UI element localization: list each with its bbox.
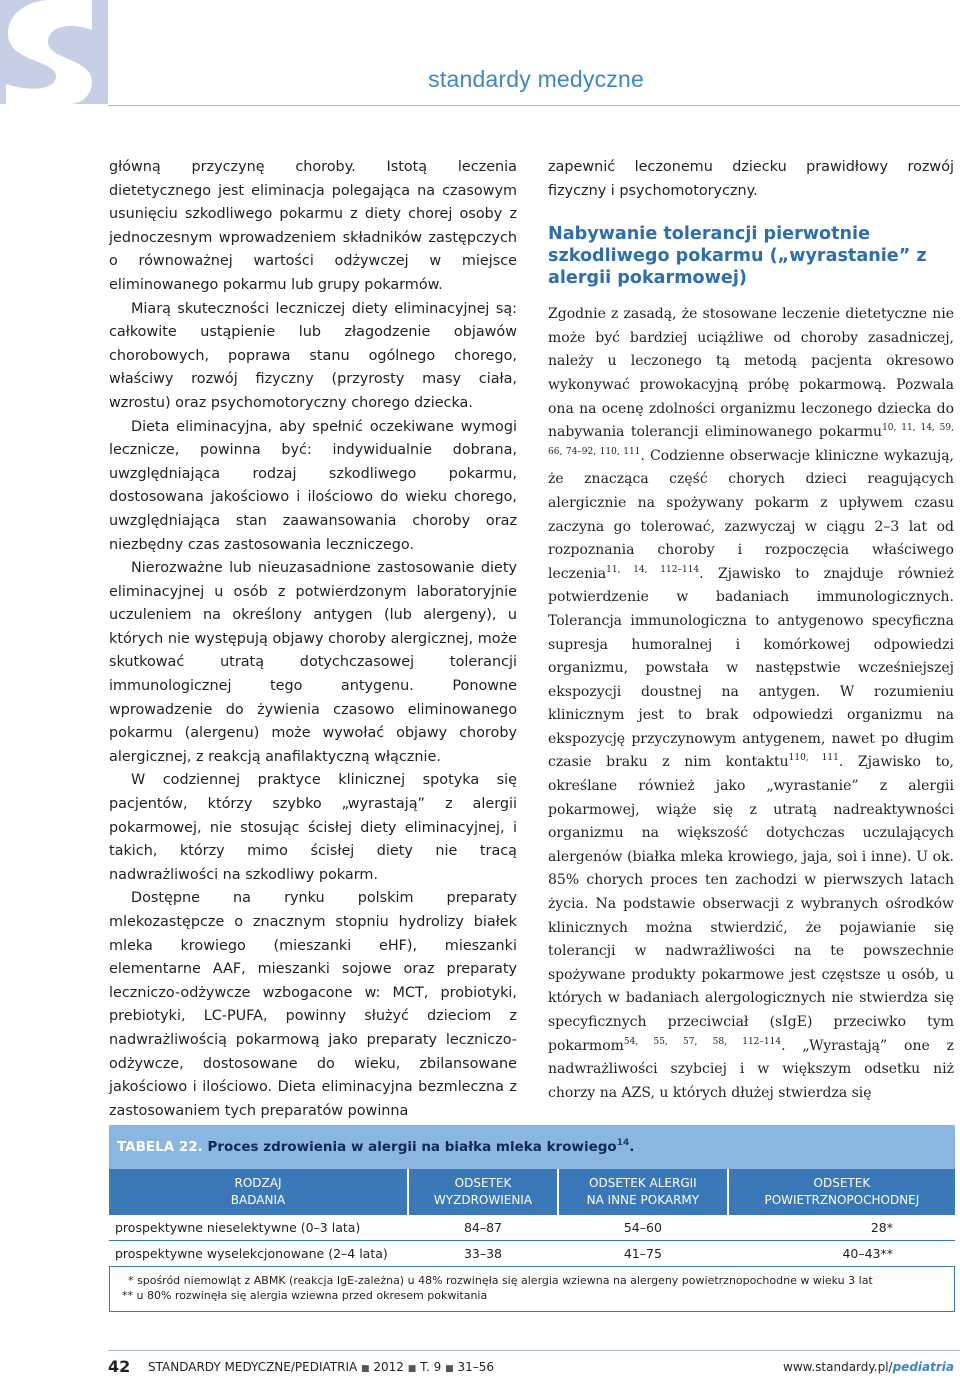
footnote: ** u 80% rozwinęła się alergia wziewna przed okresem pokwitania (122, 1289, 488, 1302)
section-heading: Nabywanie tolerancji pierwotnie szkodliwego pokarmu („wyrastanie” z alergii pokarmowej) (548, 224, 927, 289)
table-label: TABELA 22. (117, 1139, 203, 1155)
website-link[interactable]: www.standardy.pl/pediatria (783, 1360, 954, 1374)
journal-volume: T. 9 (420, 1360, 442, 1374)
table-title: Proces zdrowienia w alergii na białka mleka krowiego (207, 1139, 617, 1155)
citation-ref: 54, 55, 57, 58, 112–114 (623, 1036, 782, 1047)
table-header-row (109, 1169, 955, 1215)
section-title: standardy medyczne (428, 66, 644, 92)
citation-ref: 11, 14, 112–114 (606, 564, 700, 575)
table-caption (109, 1125, 955, 1169)
table-footnotes (109, 1267, 955, 1312)
body-text: . Codzienne obserwacje kliniczne wykazują, że znacząca część chorych dzieci reagujących alergicznie na spożywany pokarm z upływem czasu zaczyna go tolerować, zazwyczaj w ciągu 2–3 lat od rozpoznania choroby i rozpoczęcia właściwego leczenia (548, 447, 954, 582)
paragraph (548, 303, 954, 1105)
table-cell: 41–75 (558, 1241, 728, 1267)
paragraph: główną przyczynę choroby. Istotą leczenia dietetycznego jest eliminacja polegająca na czasowym usunięciu szkodliwego pokarmu z diety chorej osoby z jednoczesnym wprowadzeniem składników zastępczych o równoważnej wartości odżywczej w miejsce eliminowanego pokarmu lub grupy pokarmów. (109, 159, 517, 293)
paragraph: Dostępne na rynku polskim preparaty mlekozastępcze o znacznym stopniu hydrolizy białek mleka krowiego (mieszanki eHF), mieszanki elementarne AAF, mieszanki sojowe oraz preparaty leczniczo-odżywcze wzbogacone w: MCT, probiotyki, prebiotyki, LC-PUFA, powinny służyć dzieciom z nadwrażliwością pokarmową jako preparaty leczniczo-odżywcze, dostosowane do wieku, zbilansowane jakościowo i ilościowo. Dieta eliminacyjna bezmleczna z zastosowaniem tych preparatów powinna (109, 890, 517, 1119)
table-cell: prospektywne wyselekcjonowane (2–4 lata) (109, 1241, 408, 1267)
citation-ref: 110, 111 (788, 753, 839, 764)
header-divider (108, 105, 960, 106)
table-row (109, 1215, 955, 1241)
journal-citation (148, 1360, 494, 1374)
left-column (109, 156, 517, 1123)
right-column (548, 156, 954, 1105)
citation-ref: 10, 11, 14, 59, 66, 74–92, 110, 111 (548, 423, 954, 457)
journal-year: 2012 (373, 1360, 404, 1374)
column-header: ODSETEK ALERGII NA INNE POKARMY (558, 1169, 728, 1215)
table-cell: 54–60 (558, 1215, 728, 1241)
journal-pages: 31–56 (457, 1360, 494, 1374)
body-text: . Zjawisko to, określane również jako „wyrastanie” z alergii pokarmowej, wiąże się z utratą nadreaktywności organizmu na większość dotychczas uczulających alergenów (białka mleka krowiego, jaja, soi i inne). U ok. 85% chorych proces ten zachodzi w pierwszych latach życia. Na podstawie obserwacji z wybranych ośrodków klinicznych można stwierdzić, że pojawianie się tolerancji w nadwrażliwości na te powszechnie spożywane produkty pokarmowe jest częstsze u osób, u których w badaniach alergologicznych nie stwierdza się specyficznych przeciwciał (sIgE) przeciwko tym pokarmom (548, 754, 954, 1054)
column-header: RODZAJ BADANIA (109, 1169, 408, 1215)
journal-name: STANDARDY MEDYCZNE/ (148, 1360, 295, 1374)
journal-s-logo-icon (0, 0, 108, 104)
table-title-end: . (629, 1139, 635, 1155)
body-text: . „Wyrastają” one z nadwrażliwości szybciej i w większym odsetku niż chorzy na AZS, u których dłużej stwierdza się (548, 1037, 954, 1101)
paragraph: zapewnić leczonemu dziecku prawidłowy rozwój fizyczny i psychomotoryczny. (548, 159, 954, 199)
journal-logo (0, 0, 108, 104)
table-cell: 40–43** (728, 1241, 955, 1267)
page-number: 42 (108, 1357, 131, 1376)
table-cell: prospektywne nieselektywne (0–3 lata) (109, 1215, 408, 1241)
table-cell: 33–38 (408, 1241, 558, 1267)
column-header: ODSETEK POWIETRZNOPOCHODNEJ (728, 1169, 955, 1215)
square-bullet-icon: ■ (407, 1364, 417, 1374)
citation-ref: 14 (616, 1138, 630, 1148)
footnote: * spośród niemowląt z ABMK (reakcja IgE-zależna) u 48% rozwinęła się alergia wziewna na alergeny powietrznopochodne w wieku 3 lat (128, 1274, 873, 1287)
recovery-table (109, 1169, 955, 1267)
paragraph: Nierozważne lub nieuzasadnione zastosowanie diety eliminacyjnej u osób z potwierdzonym laboratoryjnie uczuleniem na określony antygen (lub alergeny), u których nie występują objawy choroby alergicznej, może skutkować utratą dotychczasowej tolerancji immunologicznej tego antygenu. Ponowne wprowadzenie do żywienia czasowo eliminowanego pokarmu (alergenu) może wywołać objawy choroby alergicznej, z reakcją anafilaktyczną włącznie. (109, 560, 517, 765)
body-text: . Zjawisko to znajduje również potwierdzenie w badaniach immunologicznych. Tolerancja immunologiczna to antygenowo specyficzna supresja humoralnej i komórkowej odpowiedzi organizmu, powstała w następstwie wcześniejszej ekspozycji doustnej na antygen. W rozumieniu klinicznym jest to brak odpowiedzi organizmu na ekspozycję przyczynowym antygenem, nawet po długim czasie braku z nim kontaktu (548, 565, 954, 771)
square-bullet-icon: ■ (445, 1364, 454, 1374)
paragraph: Miarą skuteczności leczniczej diety eliminacyjnej są: całkowite ustąpienie lub złagodzenie objawów chorobowych, poprawa stanu ogólnego chorego, właściwy rozwój fizyczny (przyrosty masy ciała, wzrostu) oraz psychomotoryczny chorego dziecka. (109, 300, 517, 411)
table-row (109, 1241, 955, 1267)
body-text: Zgodnie z zasadą, że stosowane leczenie dietetyczne nie może być bardziej uciążliwe od choroby zasadniczej, należy u leczonego tą metodą pacjenta okresowo wykonywać prowokacyjną próbę pokarmową. Pozwala ona na ocenę zdolności organizmu leczonego dziecka do nabywania tolerancji eliminowanego pokarmu (548, 306, 954, 441)
footer-divider (108, 1350, 960, 1351)
journal-section: PEDIATRIA (294, 1360, 358, 1374)
column-header: ODSETEK WYZDROWIENIA (408, 1169, 558, 1215)
data-table (109, 1125, 955, 1312)
paragraph: Dieta eliminacyjna, aby spełnić oczekiwane wymogi lecznicze, powinna być: indywidualnie dobrana, uwzględniająca rodzaj szkodliwego pokarmu, dostosowana jakościowo i ilościowo do wieku chorego, uwzględniająca stan zaawansowania choroby oraz niezbędny czas zastosowania leczniczego. (109, 418, 517, 553)
paragraph: W codziennej praktyce klinicznej spotyka się pacjentów, którzy szybko „wyrastają” z alergii pokarmowej, nie stosując ścisłej diety eliminacyjnej, i takich, którzy mimo ścisłej diety nie tracą nadwrażliwości na szkodliwy pokarm. (109, 772, 517, 883)
table-cell: 28* (728, 1215, 955, 1241)
square-bullet-icon: ■ (361, 1364, 370, 1374)
table-cell: 84–87 (408, 1215, 558, 1241)
